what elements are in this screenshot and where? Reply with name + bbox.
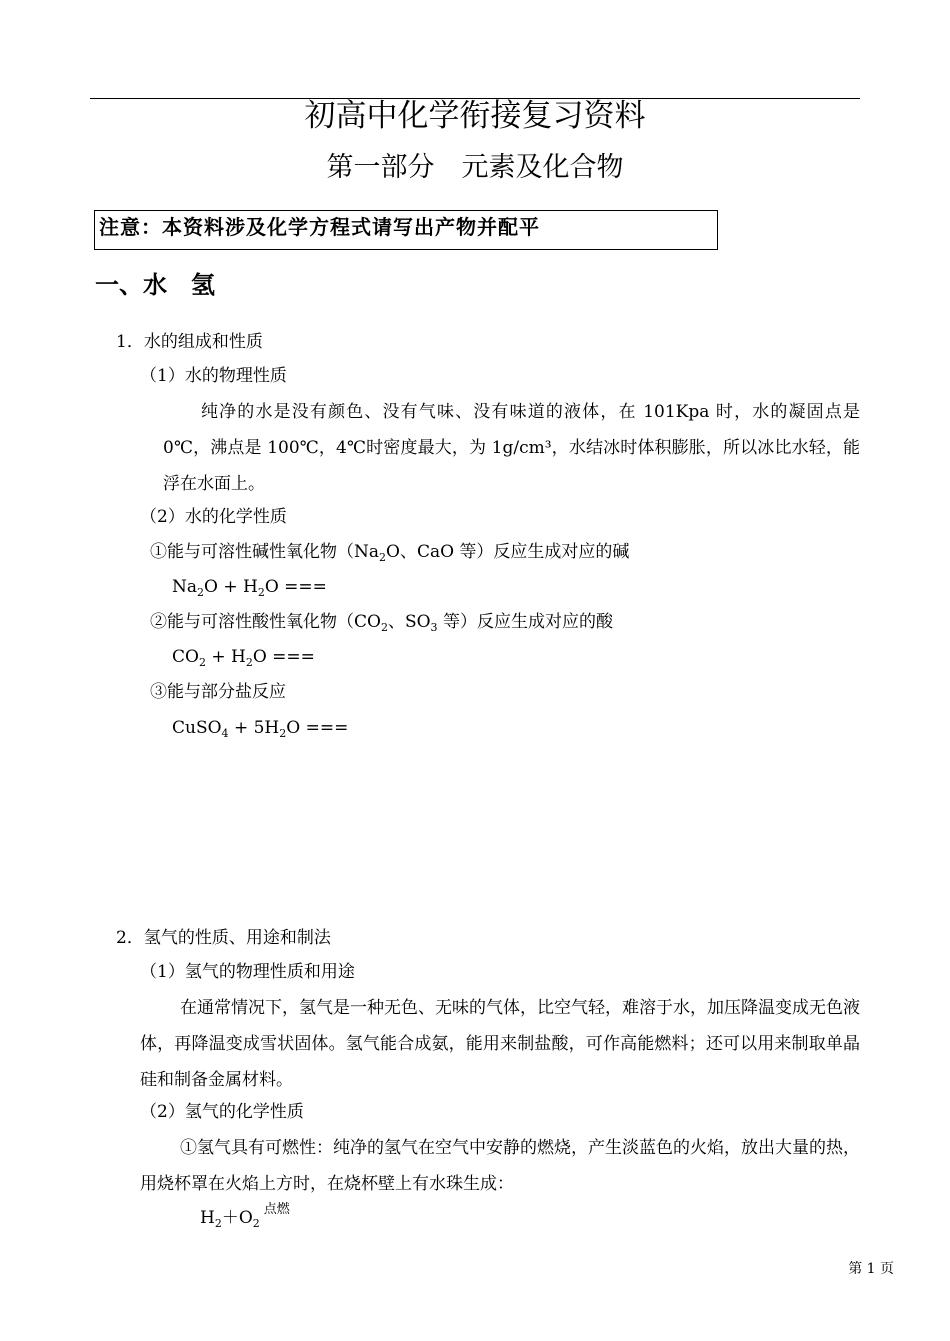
subheading-water-physical: （1）水的物理性质 [140, 366, 287, 386]
equation-h2-o2: $H_2+O_2^{点燃}$ [200, 1202, 290, 1230]
item-basic-oxide: ①能与可溶性碱性氧化物（$Na_2O$、CaO 等）反应生成对应的碱 [150, 542, 630, 564]
section-heading: 一、水 氢 [95, 271, 215, 299]
page-number: 第 1 页 [848, 1261, 894, 1277]
notice-box: 注意：本资料涉及化学方程式请写出产物并配平 [94, 210, 718, 250]
paragraph-hydrogen-physical: 在通常情况下，氢气是一种无色、无味的气体，比空气轻，难溶于水，加压降温变成无色液体，再降温变成雪状固体。氢气能合成氨，能用来制盐酸，可作高能燃料；还可以用来制取单晶硅和制备金属材料。 [140, 998, 860, 1090]
equation-na2o: $Na_2O + H_2O$ === [172, 577, 327, 599]
page-subtitle: 第一部分 元素及化合物 [326, 152, 624, 183]
item-acidic-oxide: ②能与可溶性酸性氧化物（$CO_2$、$SO_3$ 等）反应生成对应的酸 [150, 612, 613, 634]
subheading-water-chemical: （2）水的化学性质 [140, 507, 287, 527]
page-title: 初高中化学衔接复习资料 [304, 98, 646, 134]
paragraph-water-physical: 纯净的水是没有颜色、没有气味、没有味道的液体，在 101Kpa 时，水的凝固点是 0℃，沸点是 100℃，4℃时密度最大，为 1g/cm³，水结冰时体积膨胀，所以冰比水轻，能浮在水面上。 [163, 402, 860, 494]
heading-hydrogen: 2．氢气的性质、用途和制法 [116, 928, 331, 948]
heading-water: 1．水的组成和性质 [116, 332, 263, 352]
item-salt: ③能与部分盐反应 [150, 682, 286, 702]
paragraph-hydrogen-combustion: ①氢气具有可燃性：纯净的氢气在空气中安静的燃烧，产生淡蓝色的火焰，放出大量的热，用烧杯罩在火焰上方时，在烧杯壁上有水珠生成： [140, 1138, 860, 1194]
equation-cuso4: CuSO$_4$ + $5H_2O$ === [172, 718, 349, 740]
equation-co2: $CO_2 + H_2O$ === [172, 647, 315, 669]
condition-label: 点燃 [263, 1202, 290, 1217]
subheading-hydrogen-chemical: （2）氢气的化学性质 [140, 1102, 304, 1122]
subheading-hydrogen-physical: （1）氢气的物理性质和用途 [140, 962, 355, 982]
